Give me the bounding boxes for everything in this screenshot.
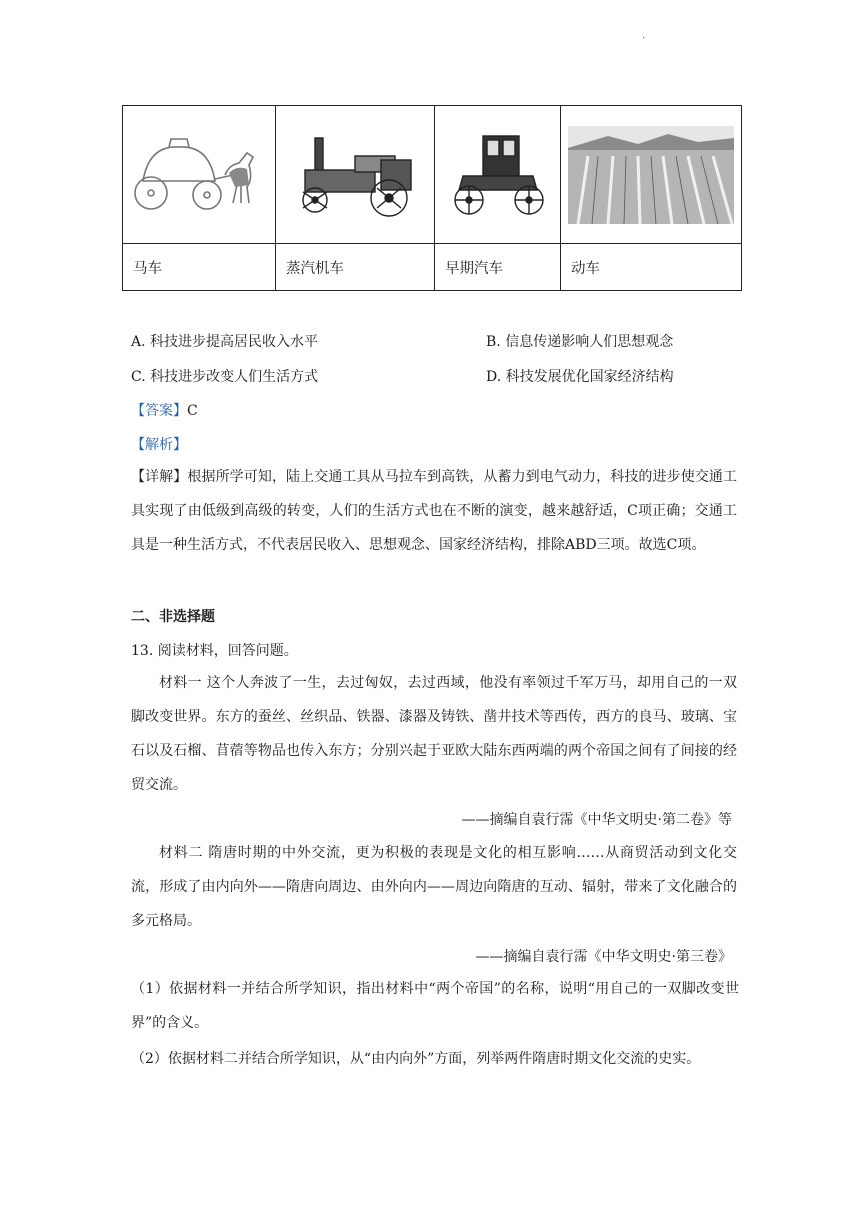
header-dot: . bbox=[642, 30, 646, 41]
question-stem: 13. 阅读材料，回答问题。 bbox=[131, 643, 298, 659]
answer-line bbox=[131, 400, 198, 420]
carriage-cell bbox=[123, 106, 276, 244]
section-title: 二、非选择题 bbox=[131, 609, 215, 625]
vehicle-table bbox=[122, 105, 742, 291]
option-d: D. 科技发展优化国家经济结构 bbox=[486, 369, 674, 385]
answer-tag: 【答案】 bbox=[131, 403, 187, 419]
analysis-tag: 【解析】 bbox=[131, 437, 187, 453]
sub-question-1: （1）依据材料一并结合所学知识，指出材料中“两个帝国”的名称，说明“用自己的一双脚改变世界”的含义。 bbox=[131, 981, 739, 1031]
detail-paragraph bbox=[131, 460, 737, 562]
option-a: A. 科技进步提高居民收入水平 bbox=[131, 334, 319, 350]
option-b: B. 信息传递影响人们思想观念 bbox=[486, 334, 674, 350]
detail-tag: 【详解】 bbox=[131, 469, 188, 485]
steam-locomotive-cell bbox=[276, 106, 435, 244]
early-car-cell bbox=[435, 106, 561, 244]
label-steam-locomotive: 蒸汽机车 bbox=[276, 244, 435, 291]
bullet-trains-photo bbox=[568, 126, 734, 224]
bullet-train-cell bbox=[561, 106, 742, 244]
source-two: ——摘编自袁行霈《中华文明史·第三卷》 bbox=[475, 949, 732, 965]
horse-carriage-illustration bbox=[129, 135, 269, 215]
label-early-car: 早期汽车 bbox=[435, 244, 561, 291]
answer-value: C bbox=[187, 403, 198, 419]
label-bullet-train: 动车 bbox=[561, 244, 742, 291]
detail-text: 根据所学可知，陆上交通工具从马拉车到高铁，从蓄力到电气动力，科技的进步使交通工具实现了由低级到高级的转变，人们的生活方式也在不断的演变，越来越舒适，C项正确；交通工具是一种生活方式，不代表居民收入、思想观念、国家经济结构，排除ABD三项。故选C项。 bbox=[131, 469, 738, 553]
source-one: ——摘编自袁行霈《中华文明史·第二卷》等 bbox=[461, 812, 732, 828]
material-one: 材料一 这个人奔波了一生，去过匈奴，去过西域，他没有率领过千军万马，却用自己的一双脚改变世界。东方的蚕丝、丝织品、铁器、漆器及铸铁、凿井技术等西传，西方的良马、玻璃、宝石以及石榴、苜蓿等物品也传入东方；分别兴起于亚欧大陆东西两端的两个帝国之间有了间接的经贸交流。 bbox=[131, 675, 737, 793]
label-carriage: 马车 bbox=[123, 244, 276, 291]
option-c: C. 科技进步改变人们生活方式 bbox=[131, 369, 319, 385]
sub-question-2: （2）依据材料二并结合所学知识，从“由内向外”方面，列举两件隋唐时期文化交流的史实。 bbox=[131, 1051, 701, 1067]
material-two: 材料二 隋唐时期的中外交流，更为积极的表现是文化的相互影响……从商贸活动到文化交流，形成了由内向外——隋唐向周边、由外向内——周边向隋唐的互动、辐射，带来了文化融合的多元格局。 bbox=[131, 845, 737, 929]
steam-locomotive-illustration bbox=[285, 130, 425, 220]
early-automobile-illustration bbox=[443, 130, 553, 220]
